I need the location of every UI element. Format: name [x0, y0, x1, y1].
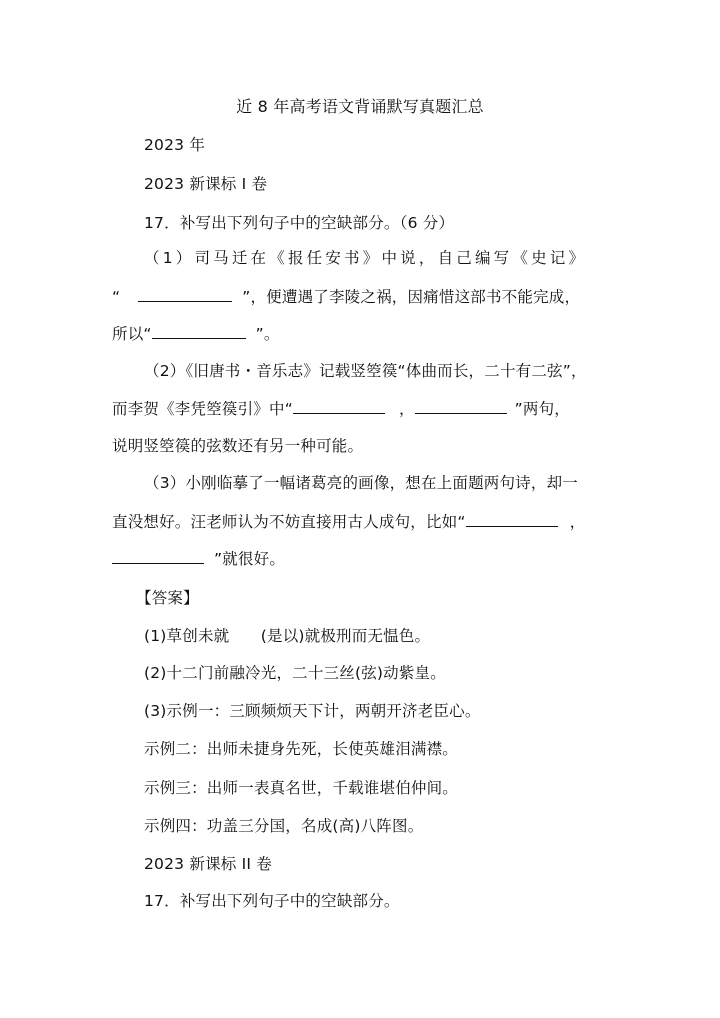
answer-line: 示例四：功盖三分国，名成(高)八阵图。: [144, 817, 424, 835]
answer-line: 示例三：出师一表真名世，千载谁堪伯仲间。: [144, 779, 459, 797]
fill-blank: [466, 511, 558, 527]
item-3-line-2-text: 直没想好。汪老师认为不妨直接用古人成句，比如“: [112, 513, 466, 531]
item-2-line-3: 说明竖箜篌的弦数还有另一种可能。: [112, 437, 364, 455]
comma: ，: [569, 513, 586, 531]
item-2-line-2-text: 而李贺《李凭箜篌引》中“: [112, 400, 293, 418]
answer-line: (1)草创未就 (是以)就极刑而无愠色。: [144, 627, 431, 645]
item-3-line-2: [112, 511, 585, 533]
paper-heading-2: 2023 新课标 II 卷: [144, 855, 272, 873]
item-2-line-1: （2）《旧唐书・音乐志》记载竖箜篌“体曲而长，二十有二弦”，: [144, 362, 587, 380]
item-2-line-2-end: ”两句，: [514, 400, 570, 418]
answer-line: 示例二：出师未捷身先死，长使英雄泪满襟。: [144, 740, 459, 758]
question-17-heading: 17．补写出下列句子中的空缺部分。（6 分）: [144, 214, 455, 232]
answer-heading: 【答案】: [136, 589, 199, 607]
open-quote: “: [112, 288, 121, 306]
item-1-line-3: [112, 323, 280, 345]
item-1-line-1: （1）司马迁在《报任安书》中说，自己编写《史记》: [144, 249, 588, 267]
item-1-line-2: [112, 286, 580, 308]
fill-blank: [415, 398, 507, 414]
fill-blank: [152, 323, 246, 339]
answer-line: (2)十二门前融冷光，二十三丝(弦)动紫皇。: [144, 664, 446, 682]
answer-line: (3)示例一：三顾频烦天下计，两朝开济老臣心。: [144, 702, 481, 720]
item-1-line-3-text: 所以“: [112, 325, 152, 343]
item-3-line-1: （3）小刚临摹了一幅诸葛亮的画像，想在上面题两句诗，却一: [144, 474, 578, 492]
item-3-line-3: [112, 548, 285, 570]
year-heading: 2023 年: [144, 136, 206, 154]
fill-blank: [112, 548, 204, 564]
fill-blank: [293, 398, 385, 414]
item-2-line-2: [112, 398, 570, 420]
item-3-line-3-text: ”就很好。: [214, 550, 286, 568]
item-1-line-2-text: ”，便遭遇了李陵之祸，因痛惜这部书不能完成，: [242, 288, 581, 306]
question-17-heading-2: 17．补写出下列句子中的空缺部分。: [144, 892, 400, 910]
page-title: 近 8 年高考语文背诵默写真题汇总: [236, 97, 484, 116]
paper-heading-1: 2023 新课标 I 卷: [144, 175, 268, 193]
item-1-line-3-end: ”。: [255, 325, 280, 343]
comma: ，: [398, 400, 415, 418]
fill-blank: [138, 286, 232, 302]
